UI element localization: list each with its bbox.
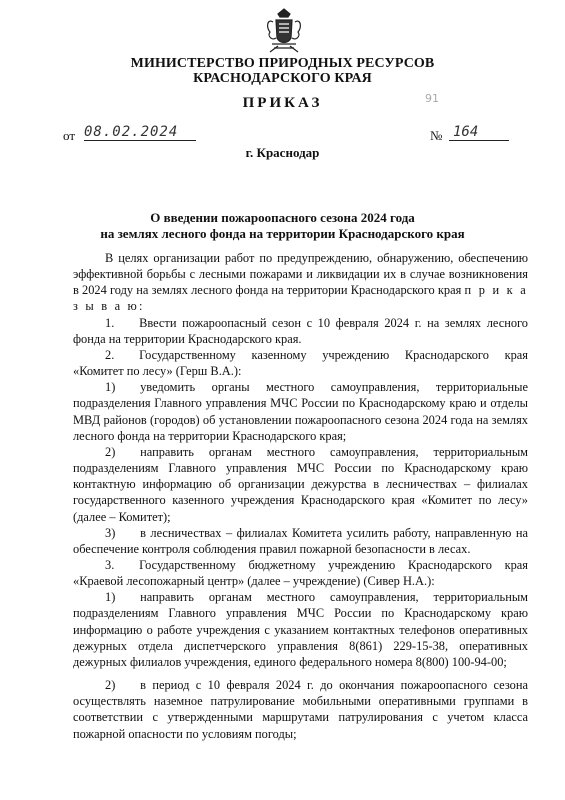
- clause-3: 3. Государственному бюджетному учреждению Краснодарского края «Краевой лесопожарный центр» (далее – учреждение) (Сивер Н.А.):: [73, 557, 528, 589]
- paragraph-gap: [73, 670, 528, 677]
- intro-text: В целях организации работ по предупреждению, обнаружению, обеспечению эффективной борьбы с лесными пожарами и ликвидации их в случае возникновения в 2024 году на землях лесного фонда на территории Краснодарского края: [73, 251, 528, 298]
- clause-2-2: 2) направить органам местного самоуправления, территориальным подразделениям Главного управления МЧС России по Краснодарскому краю контактную информацию об организации дежурства в лесничествах – филиалах государственного казенного учреждения Краснодарского края «Комитет по лесу» (далее – Комитет);: [73, 444, 528, 524]
- registration-stamp-mark: 91: [425, 92, 439, 105]
- clause-2-1: 1) уведомить органы местного самоуправления, территориальные подразделения Главного управления МЧС России по Краснодарскому краю и отделы МВД районов (городов) об установлении пожароопасного сезона 2024 года на землях лесного фонда на территории Краснодарского края;: [73, 380, 528, 443]
- order-date: 08.02.2024: [84, 124, 196, 141]
- order-number: 164: [449, 124, 509, 141]
- number-label: №: [430, 128, 443, 143]
- clause-1: 1. Ввести пожароопасный сезон с 10 февраля 2024 г. на землях лесного фонда на территории Краснодарского края.: [73, 315, 528, 346]
- document-title-line1: О введении пожароопасного сезона 2024 года: [150, 210, 415, 225]
- ministry-name-line1: МИНИСТЕРСТВО ПРИРОДНЫХ РЕСУРСОВ: [130, 56, 435, 71]
- document-title-line2: на землях лесного фонда на территории Краснодарского края: [100, 226, 465, 241]
- clause-3-1: 1) направить органам местного самоуправления, территориальным подразделениям Главного управления МЧС России по Краснодарскому краю информацию о работе учреждения с указанием контактных телефонов оперативных дежурных отдела диспетчерского управления 8(861) 229-15-38, оперативных дежурных филиалов учреждения, единого федерального номера 8(800) 100-94-00;: [73, 590, 528, 669]
- city: г. Краснодар: [245, 145, 320, 160]
- krasnodar-coat-of-arms-icon: [264, 8, 304, 54]
- clause-3-2: 2) в период с 10 февраля 2024 г. до окончания пожароопасного сезона осуществлять наземное патрулирование мобильными оперативными группами в соответствии с утвержденными маршрутами патрулирования с учетом класса пожарной опасности по условиям погоды;: [73, 678, 528, 741]
- ministry-name-line2: КРАСНОДАРСКОГО КРАЯ: [193, 71, 372, 86]
- prikazyvayu-word: п р и к а з ы в а ю:: [73, 283, 528, 314]
- date-label: от: [63, 128, 76, 143]
- order-title: ПРИКАЗ: [242, 95, 323, 111]
- intro-paragraph: [73, 250, 528, 315]
- clause-2: 2. Государственному казенному учреждению Краснодарского края «Комитет по лесу» (Герш В.А.):: [73, 347, 528, 379]
- document-body: [73, 250, 528, 742]
- clause-2-3: 3) в лесничествах – филиалах Комитета усилить работу, направленную на обеспечение контроля соблюдения правил пожарной безопасности в лесах.: [73, 525, 528, 556]
